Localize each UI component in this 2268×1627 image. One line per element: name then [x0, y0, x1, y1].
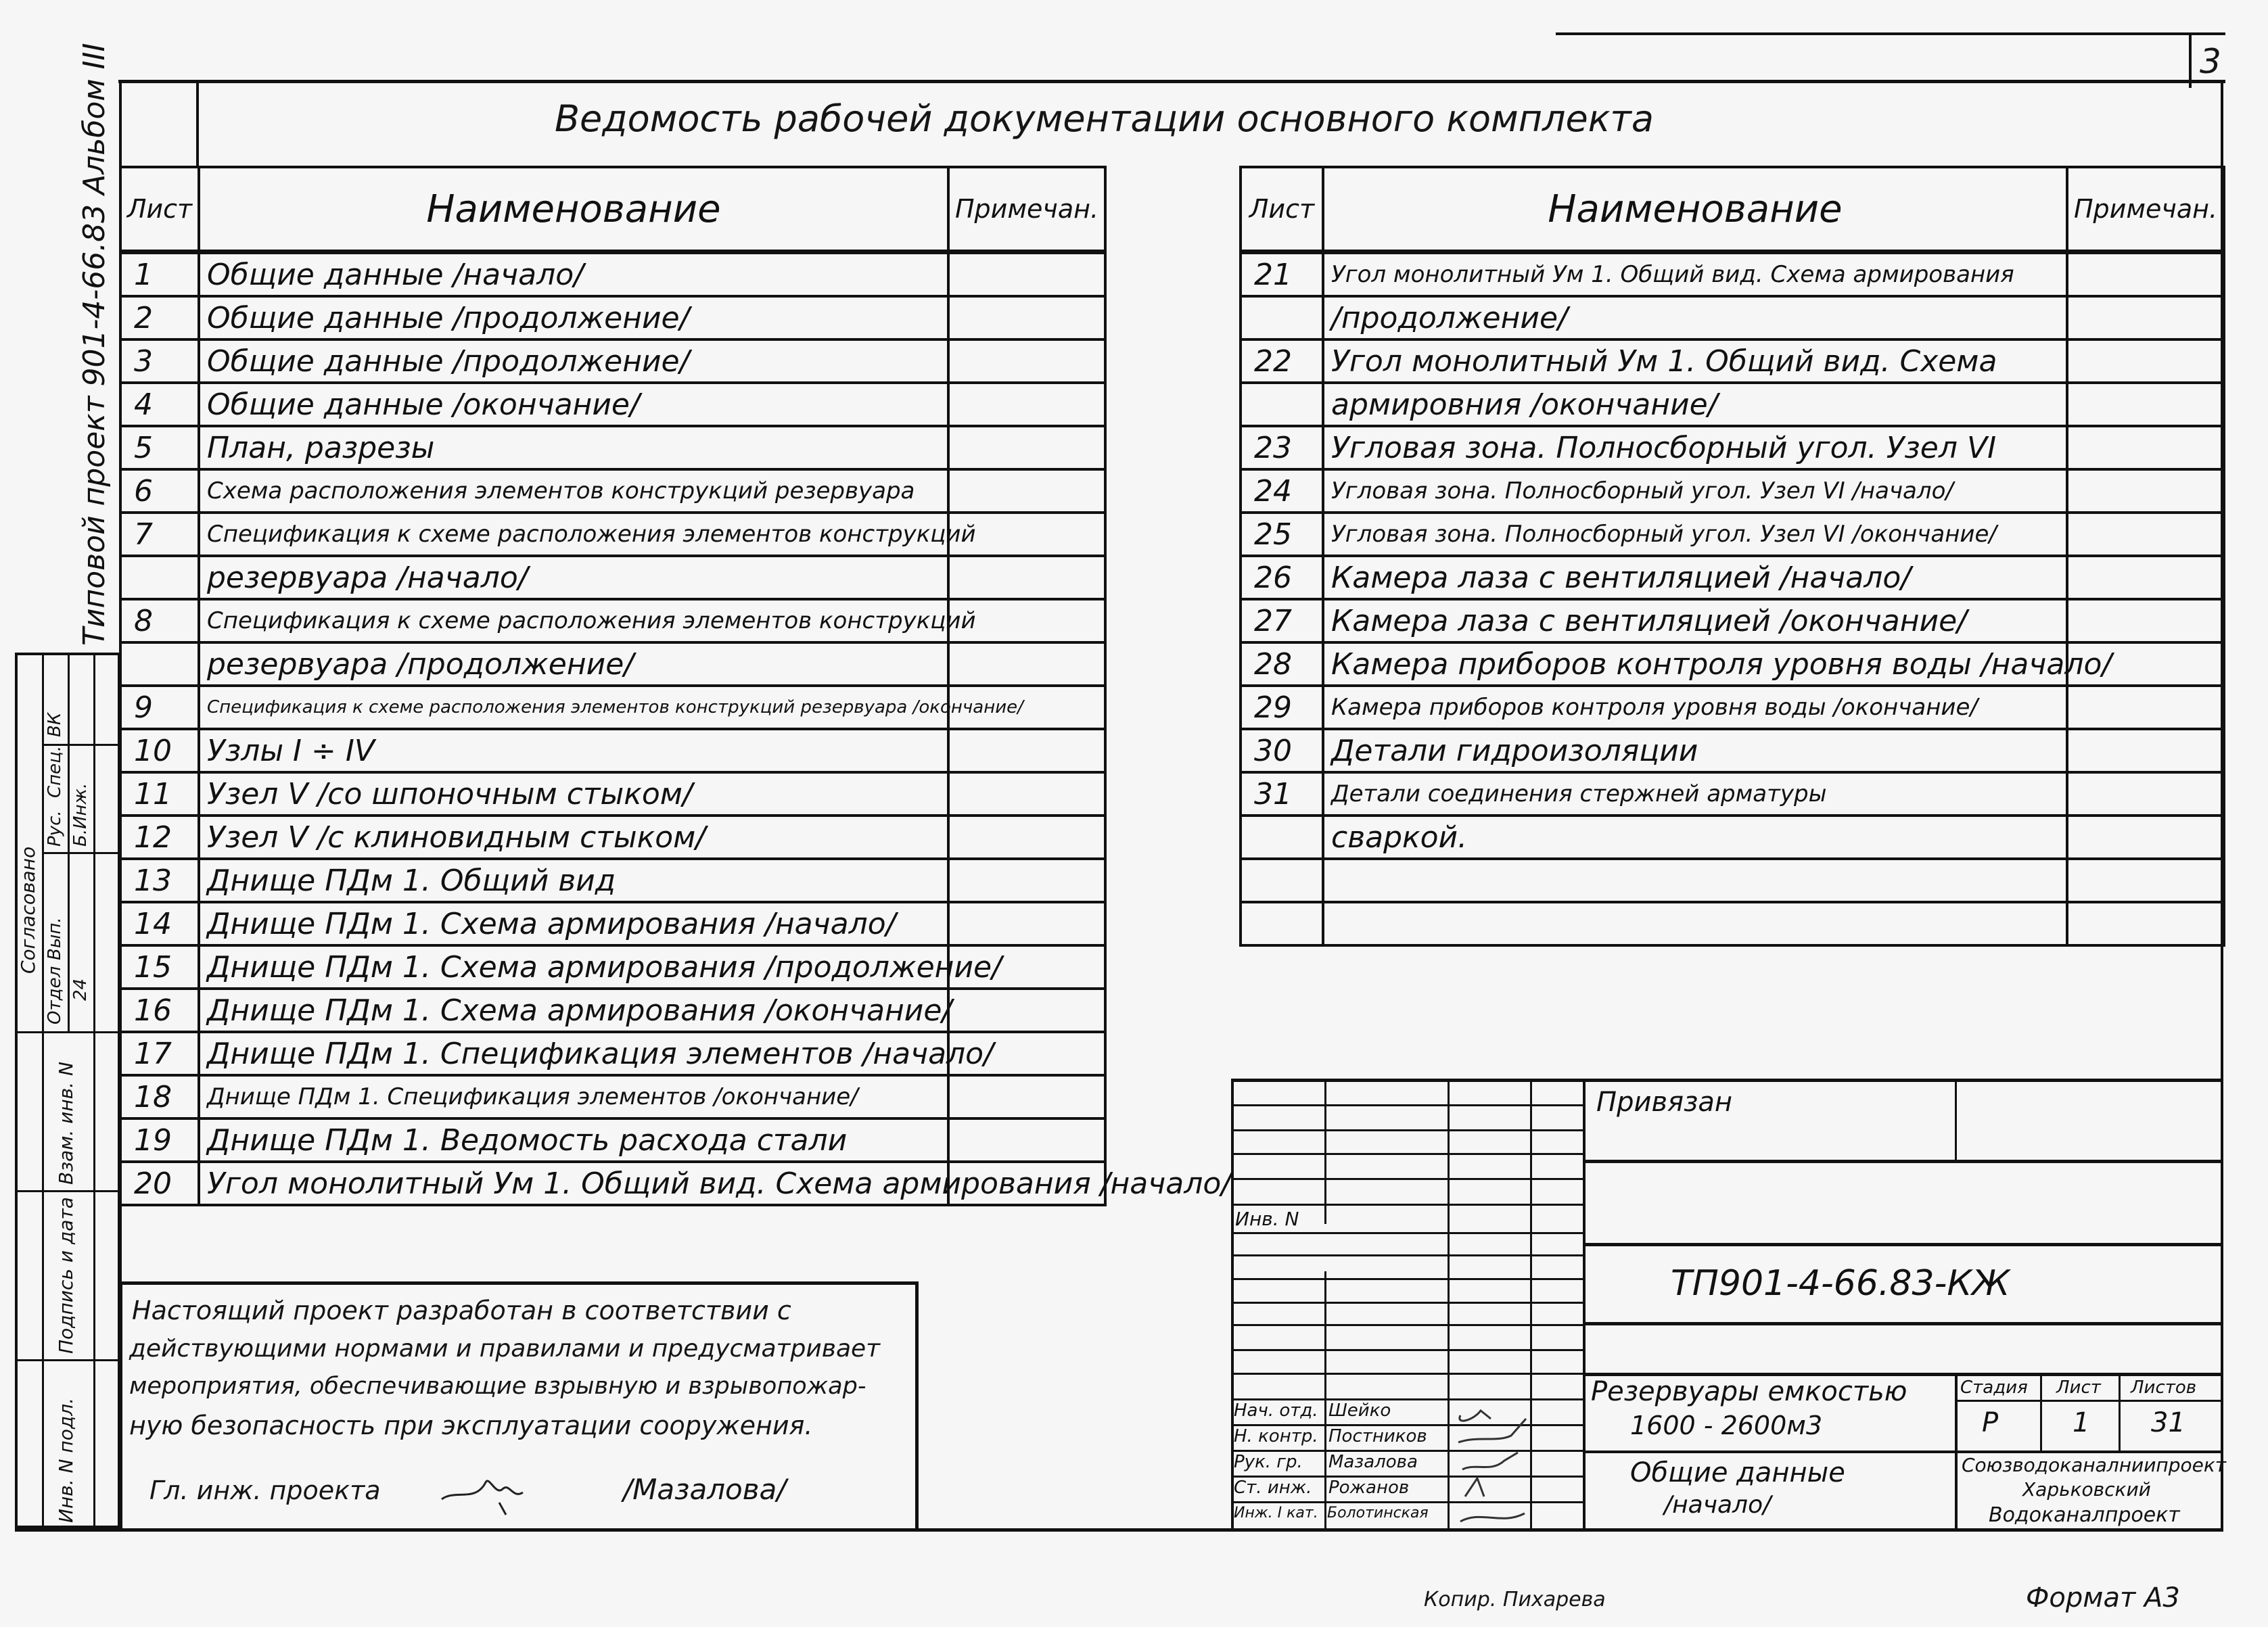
row-sheet-number	[1241, 296, 1323, 339]
row-note	[948, 902, 1105, 945]
row-document-name: Днище ПДм 1. Спецификация элементов /окончание/	[199, 1075, 948, 1118]
row-sheet-number: 19	[120, 1118, 199, 1162]
left-stamp-row5	[15, 1190, 120, 1192]
row-document-name: Спецификация к схеме расположения элементов конструкций	[199, 513, 948, 556]
left-stamp-row3	[15, 1031, 120, 1033]
tb-name-divider	[1583, 1451, 1774, 1453]
tb-row	[1231, 1129, 1583, 1131]
row-sheet-number: 15	[120, 945, 199, 989]
row-sheet-number	[1241, 859, 1323, 902]
table-row	[120, 1075, 1105, 1118]
table-row	[1241, 816, 2224, 859]
row-document-name: Схема расположения элементов конструкций резервуара	[199, 469, 948, 513]
sheet-number-divider	[2189, 34, 2192, 88]
stamp-label-issue: Вып.	[45, 917, 65, 960]
organization-line2: Харьковский	[2022, 1478, 2151, 1501]
inv-number-label: Инв. N	[1235, 1208, 1299, 1230]
row-document-name: Камера лаза с вентиляцией /окончание/	[1323, 599, 2067, 642]
row-document-name: Угловая зона. Полносборный угол. Узел VI /окончание/	[1323, 513, 2067, 556]
row-document-name: Днище ПДм 1. Общий вид	[199, 859, 948, 902]
row-sheet-number: 24	[1241, 469, 1323, 513]
row-note	[948, 426, 1105, 469]
row-document-name: Угол монолитный Ум 1. Общий вид. Схема армирования /начало/	[199, 1162, 948, 1205]
row-note	[2067, 513, 2224, 556]
staff-signatures	[1450, 1398, 1530, 1527]
row-note	[2067, 686, 2224, 729]
row-document-name: армировния /окончание/	[1323, 383, 2067, 426]
row-document-name: Общие данные /начало/	[199, 252, 948, 297]
staff-role: Ст. инж.	[1234, 1478, 1312, 1498]
table-row	[120, 1032, 1105, 1075]
tb-code-bottom	[1583, 1322, 2223, 1325]
row-document-name: Детали гидроизоляции	[1323, 729, 2067, 772]
table-row	[120, 296, 1105, 339]
table-row	[1241, 859, 2224, 902]
sheets-label: Листов	[2131, 1377, 2197, 1398]
row-document-name: Камера лаза с вентиляцией /начало/	[1323, 556, 2067, 599]
row-sheet-number: 5	[120, 426, 199, 469]
copied-by: Копир. Пихарева	[1424, 1588, 1606, 1611]
stamp-label-dept: Отдел	[45, 966, 65, 1024]
row-document-name: Угол монолитный Ум 1. Общий вид. Схема армирования	[1323, 252, 2067, 297]
row-sheet-number	[120, 556, 199, 599]
table-row	[120, 772, 1105, 816]
staff-name: Рожанов	[1328, 1478, 1410, 1498]
left-stamp-col1	[42, 653, 44, 1528]
row-sheet-number: 11	[120, 772, 199, 816]
tb-row	[1231, 1501, 1583, 1503]
table-row	[120, 945, 1105, 989]
row-document-name: резервуара /начало/	[199, 556, 948, 599]
document-code: ТП901-4-66.83-КЖ	[1671, 1263, 2010, 1304]
row-document-name: План, разрезы	[199, 426, 948, 469]
tb-col4	[1583, 1079, 1586, 1530]
sheet-number: 3	[2200, 42, 2221, 81]
documents-table-left	[119, 166, 1232, 1206]
row-document-name: Детали соединения стержней арматуры	[1323, 772, 2067, 816]
row-note	[948, 339, 1105, 383]
row-note	[948, 772, 1105, 816]
row-document-name	[1323, 859, 2067, 902]
table-row	[120, 642, 1105, 686]
row-document-name: Днище ПДм 1. Спецификация элементов /начало/	[199, 1032, 948, 1075]
row-document-name: Камера приборов контроля уровня воды /начало/	[1323, 642, 2067, 686]
row-document-name: Спецификация к схеме расположения элементов конструкций резервуара /окончание/	[199, 686, 948, 729]
row-sheet-number: 18	[120, 1075, 199, 1118]
tb-row	[1231, 1153, 1583, 1155]
row-note	[948, 556, 1105, 599]
row-document-name: Днище ПДм 1. Схема армирования /окончание/	[199, 989, 948, 1032]
table-row	[1241, 729, 2224, 772]
row-note	[2067, 296, 2224, 339]
row-document-name: Днище ПДм 1. Схема армирования /начало/	[199, 902, 948, 945]
tb-row	[1231, 1373, 1583, 1375]
staff-role: Н. контр.	[1234, 1426, 1318, 1446]
table-row	[120, 339, 1105, 383]
row-sheet-number: 27	[1241, 599, 1323, 642]
note-line: ную безопасность при эксплуатации сооружения.	[129, 1411, 813, 1440]
row-note	[2067, 426, 2224, 469]
header-name: Наименование	[199, 167, 948, 252]
row-sheet-number	[1241, 383, 1323, 426]
stamp-label-sign-date: Подпись и дата	[55, 1197, 77, 1354]
paper-format: Формат А3	[2026, 1582, 2180, 1613]
table-row	[1241, 902, 2224, 945]
tb-col1	[1324, 1079, 1326, 1224]
tb-row	[1231, 1324, 1583, 1326]
row-note	[948, 642, 1105, 686]
table-header-row	[120, 167, 1105, 252]
row-note	[2067, 383, 2224, 426]
table-row	[120, 383, 1105, 426]
margin-vertical-label: Типовой проект 901-4-66.83 Альбом III	[77, 43, 112, 646]
sheet-value: 1	[2073, 1407, 2090, 1438]
table-row	[1241, 469, 2224, 513]
organization-line1: Союзводоканалниипроект	[1962, 1454, 2227, 1476]
table-row	[120, 686, 1105, 729]
stage-label: Стадия	[1960, 1377, 2028, 1398]
row-sheet-number: 8	[120, 599, 199, 642]
row-note	[2067, 902, 2224, 945]
row-note	[2067, 469, 2224, 513]
header-note: Примечан.	[948, 167, 1105, 252]
table-row	[1241, 556, 2224, 599]
header-note: Примечан.	[2067, 167, 2224, 252]
row-sheet-number: 14	[120, 902, 199, 945]
row-note	[2067, 339, 2224, 383]
stamp-value-binzh: Б.Инж.	[70, 782, 91, 847]
table-row	[120, 556, 1105, 599]
table-row	[120, 816, 1105, 859]
table-row	[1241, 252, 2224, 297]
stamp-label-agreed: Согласовано	[17, 846, 39, 974]
row-sheet-number	[1241, 816, 1323, 859]
row-sheet-number: 23	[1241, 426, 1323, 469]
row-sheet-number: 28	[1241, 642, 1323, 686]
table-row	[120, 599, 1105, 642]
left-stamp-row2	[42, 852, 120, 854]
tb-row	[1231, 1254, 1583, 1256]
row-sheet-number: 3	[120, 339, 199, 383]
row-sheet-number: 1	[120, 252, 199, 297]
row-note	[948, 859, 1105, 902]
table-header-row	[1241, 167, 2224, 252]
row-document-name: Угловая зона. Полносборный угол. Узел VI /начало/	[1323, 469, 2067, 513]
stamp-value-vk: ВК	[45, 712, 65, 737]
row-note	[2067, 859, 2224, 902]
row-sheet-number: 2	[120, 296, 199, 339]
row-document-name: Угловая зона. Полносборный угол. Узел VI	[1323, 426, 2067, 469]
stamp-label-inv-orig: Инв. N подл.	[55, 1398, 77, 1523]
staff-role: Рук. гр.	[1234, 1452, 1303, 1472]
row-note	[948, 1118, 1105, 1162]
row-note	[2067, 729, 2224, 772]
row-sheet-number: 29	[1241, 686, 1323, 729]
chief-engineer-role: Гл. инж. проекта	[149, 1476, 381, 1505]
table-row	[1241, 599, 2224, 642]
table-row	[120, 469, 1105, 513]
row-document-name: Общие данные /продолжение/	[199, 296, 948, 339]
stamp-label-rus: Рус.	[45, 810, 65, 847]
sheet-label: Лист	[2056, 1377, 2101, 1398]
staff-name: Постников	[1328, 1426, 1427, 1446]
sheets-value: 31	[2151, 1407, 2185, 1438]
row-sheet-number: 7	[120, 513, 199, 556]
row-sheet-number: 6	[120, 469, 199, 513]
table-row	[120, 513, 1105, 556]
row-document-name: Днище ПДм 1. Ведомость расхода стали	[199, 1118, 948, 1162]
tb-stage-col1	[2040, 1373, 2042, 1451]
stamp-label-replace-inv: Взам. инв. N	[55, 1062, 77, 1185]
tb-row	[1231, 1278, 1583, 1280]
tb-top	[1231, 1079, 2223, 1082]
row-sheet-number: 9	[120, 686, 199, 729]
chief-engineer-signature	[435, 1462, 536, 1516]
title-left-divider	[196, 80, 199, 168]
stage-value: Р	[1982, 1407, 1999, 1438]
object-name-line2: 1600 - 2600м3	[1630, 1411, 1823, 1440]
chief-engineer-name: /Мазалова/	[623, 1473, 787, 1506]
row-note	[2067, 252, 2224, 297]
table-row	[1241, 686, 2224, 729]
row-note	[2067, 816, 2224, 859]
staff-name: Мазалова	[1328, 1452, 1418, 1472]
table-row	[120, 1162, 1105, 1205]
row-document-name: /продолжение/	[1323, 296, 2067, 339]
header-sheet: Лист	[1241, 167, 1323, 252]
table-row	[1241, 339, 2224, 383]
row-document-name: Камера приборов контроля уровня воды /окончание/	[1323, 686, 2067, 729]
table-row	[120, 426, 1105, 469]
staff-name: Шейко	[1328, 1400, 1391, 1421]
staff-role: Нач. отд.	[1234, 1400, 1318, 1421]
tb-stage-col2	[2119, 1373, 2121, 1451]
row-document-name: Узлы I ÷ IV	[199, 729, 948, 772]
sheet-name-line2: /начало/	[1664, 1491, 1772, 1519]
row-note	[2067, 772, 2224, 816]
staff-role: Инж. I кат.	[1234, 1505, 1318, 1522]
table-row	[1241, 383, 2224, 426]
tb-stage-left	[1955, 1373, 1958, 1530]
document-title: Ведомость рабочей документации основного комплекта	[555, 97, 1654, 140]
row-document-name: резервуара /продолжение/	[199, 642, 948, 686]
tb-name-divider-right	[1774, 1451, 2223, 1453]
row-sheet-number: 30	[1241, 729, 1323, 772]
object-name-line1: Резервуары емкостью	[1591, 1376, 1907, 1407]
row-sheet-number: 12	[120, 816, 199, 859]
row-sheet-number: 25	[1241, 513, 1323, 556]
bound-divider	[1955, 1079, 1957, 1160]
documents-table-right	[1239, 166, 2225, 947]
table-row	[120, 989, 1105, 1032]
tb-row	[1231, 1302, 1583, 1304]
header-sheet: Лист	[120, 167, 199, 252]
row-sheet-number: 21	[1241, 252, 1323, 297]
table-row	[120, 859, 1105, 902]
row-note	[948, 1075, 1105, 1118]
row-sheet-number	[1241, 902, 1323, 945]
row-sheet-number: 26	[1241, 556, 1323, 599]
left-stamp-col3	[93, 653, 95, 1528]
tb-col3	[1530, 1079, 1532, 1530]
row-document-name: Днище ПДм 1. Схема армирования /продолжение/	[199, 945, 948, 989]
tb-col2	[1448, 1079, 1450, 1530]
row-note	[948, 296, 1105, 339]
row-note	[948, 729, 1105, 772]
table-row	[120, 252, 1105, 297]
left-stamp-col2	[68, 653, 70, 1031]
row-sheet-number: 17	[120, 1032, 199, 1075]
row-note	[2067, 556, 2224, 599]
frame-top-line	[118, 80, 2225, 83]
row-document-name: Общие данные /продолжение/	[199, 339, 948, 383]
table-row	[1241, 513, 2224, 556]
table-row	[120, 729, 1105, 772]
row-document-name: Угол монолитный Ум 1. Общий вид. Схема	[1323, 339, 2067, 383]
tb-stage-label-bottom	[1955, 1400, 2223, 1402]
table-row	[1241, 772, 2224, 816]
table-row	[1241, 642, 2224, 686]
note-line: мероприятия, обеспечивающие взрывную и взрывопожар-	[129, 1373, 866, 1400]
row-sheet-number: 20	[120, 1162, 199, 1205]
tb-col1b	[1324, 1271, 1326, 1530]
tb-row	[1231, 1204, 1583, 1206]
row-sheet-number: 31	[1241, 772, 1323, 816]
tb-bound-bottom	[1583, 1160, 2223, 1163]
table-row	[120, 1118, 1105, 1162]
tb-row	[1231, 1178, 1583, 1180]
row-note	[2067, 599, 2224, 642]
left-stamp-row6	[15, 1359, 120, 1361]
stamp-value-spec: Спец.	[45, 745, 65, 798]
row-sheet-number: 22	[1241, 339, 1323, 383]
organization-line3: Водоканалпроект	[1989, 1503, 2180, 1527]
row-note	[948, 469, 1105, 513]
tb-row	[1231, 1104, 1583, 1106]
row-document-name: Общие данные /окончание/	[199, 383, 948, 426]
row-document-name: Спецификация к схеме расположения элементов конструкций	[199, 599, 948, 642]
row-note	[948, 816, 1105, 859]
note-line: Настоящий проект разработан в соответствии с	[132, 1296, 791, 1325]
row-sheet-number: 13	[120, 859, 199, 902]
note-block	[119, 1281, 919, 1532]
tb-row	[1231, 1232, 1583, 1234]
staff-name: Болотинская	[1327, 1505, 1429, 1522]
row-document-name: Узел V /со шпоночным стыком/	[199, 772, 948, 816]
row-sheet-number	[120, 642, 199, 686]
sheet-number-top	[1556, 32, 2225, 35]
header-name: Наименование	[1323, 167, 2067, 252]
row-sheet-number: 16	[120, 989, 199, 1032]
stamp-value-24: 24	[70, 978, 91, 1001]
table-row	[1241, 296, 2224, 339]
row-note	[948, 989, 1105, 1032]
note-line: действующими нормами и правилами и предусматривает	[129, 1335, 881, 1363]
table-row	[120, 902, 1105, 945]
row-sheet-number: 10	[120, 729, 199, 772]
row-document-name: сваркой.	[1323, 816, 2067, 859]
sheet-name-line1: Общие данные	[1630, 1457, 1845, 1488]
row-sheet-number: 4	[120, 383, 199, 426]
row-document-name	[1323, 902, 2067, 945]
row-note	[948, 383, 1105, 426]
row-note	[948, 252, 1105, 297]
tb-row	[1231, 1349, 1583, 1351]
row-document-name: Узел V /с клиновидным стыком/	[199, 816, 948, 859]
bound-label: Привязан	[1596, 1087, 1733, 1118]
tb-code-top	[1583, 1243, 2223, 1246]
table-row	[1241, 426, 2224, 469]
